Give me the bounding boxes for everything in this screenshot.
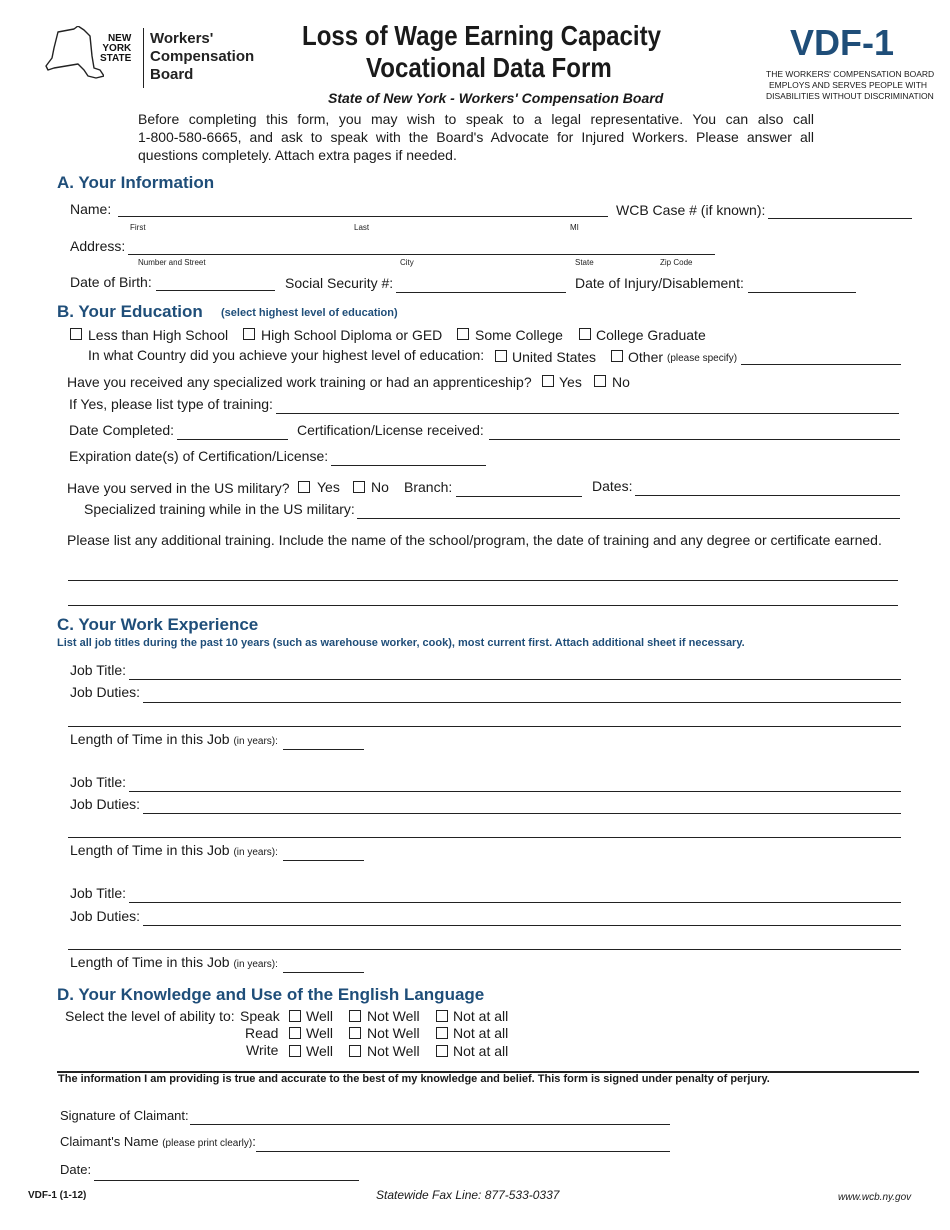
wcb-logo xyxy=(44,26,269,92)
state-caption: State xyxy=(575,258,594,267)
logo-divider xyxy=(143,28,144,88)
job1-duties-field-2[interactable] xyxy=(68,726,901,727)
military-training-field[interactable] xyxy=(357,518,900,519)
job2-duties-label: Job Duties: xyxy=(70,796,141,812)
high-school-checkbox[interactable] xyxy=(243,328,255,340)
job3-duties-label: Job Duties: xyxy=(70,908,141,924)
training-no-checkbox[interactable] xyxy=(594,375,606,387)
date-label: Date: xyxy=(60,1162,92,1177)
job3-length-label: Length of Time in this Job (in years): xyxy=(70,954,278,970)
certification-field[interactable] xyxy=(489,439,900,440)
branch-label: Branch: xyxy=(404,479,453,495)
training-no-label: No xyxy=(612,374,630,390)
read-not-at-all-checkbox[interactable] xyxy=(436,1027,448,1039)
united-states-label: United States xyxy=(512,349,597,365)
write-well-checkbox[interactable] xyxy=(289,1045,301,1057)
address-field[interactable] xyxy=(128,254,715,255)
less-than-high-school-checkbox[interactable] xyxy=(70,328,82,340)
training-question: Have you received any specialized work training or had an apprenticeship? xyxy=(67,374,532,390)
signature-label: Signature of Claimant: xyxy=(60,1108,189,1123)
job2-duties-field-2[interactable] xyxy=(68,837,901,838)
write-well-label: Well xyxy=(306,1043,333,1059)
form-title-line2: Vocational Data Form xyxy=(366,52,612,83)
write-not-at-all-checkbox[interactable] xyxy=(436,1045,448,1057)
first-caption: First xyxy=(130,223,146,232)
ssn-field[interactable] xyxy=(396,292,566,293)
job1-length-label: Length of Time in this Job (in years): xyxy=(70,731,278,747)
address-label: Address: xyxy=(70,238,126,254)
signature-date-field[interactable] xyxy=(94,1180,359,1181)
additional-training-field-1[interactable] xyxy=(68,580,898,581)
form-code: VDF-1 xyxy=(790,22,895,63)
country-question: In what Country did you achieve your highest level of education: xyxy=(88,347,485,363)
ssn-label: Social Security #: xyxy=(285,275,394,291)
dates-label: Dates: xyxy=(592,478,633,494)
job2-title-label: Job Title: xyxy=(70,774,127,790)
read-not-at-all-label: Not at all xyxy=(453,1025,509,1041)
zip-caption: Zip Code xyxy=(660,258,693,267)
training-yes-checkbox[interactable] xyxy=(542,375,554,387)
job2-title-field[interactable] xyxy=(129,791,901,792)
job3-duties-field-1[interactable] xyxy=(143,925,901,926)
section-d-heading: D. Your Knowledge and Use of the English Language xyxy=(57,985,485,1004)
read-not-well-label: Not Well xyxy=(367,1025,420,1041)
job1-duties-label: Job Duties: xyxy=(70,684,141,700)
other-country-label: Other xyxy=(628,349,664,365)
other-country-field[interactable] xyxy=(741,364,901,365)
footer-form-code: VDF-1 (1-12) xyxy=(28,1190,87,1201)
name-field[interactable] xyxy=(118,216,608,217)
job3-title-label: Job Title: xyxy=(70,885,127,901)
doi-field[interactable] xyxy=(748,292,856,293)
speak-label: Speak xyxy=(240,1008,280,1024)
speak-not-at-all-checkbox[interactable] xyxy=(436,1010,448,1022)
form-subtitle: State of New York - Workers' Compensation Board xyxy=(328,90,664,106)
speak-not-well-label: Not Well xyxy=(367,1008,420,1024)
united-states-checkbox[interactable] xyxy=(495,350,507,362)
military-question: Have you served in the US military? xyxy=(67,480,290,496)
read-label: Read xyxy=(245,1025,279,1041)
branch-field[interactable] xyxy=(456,496,582,497)
date-completed-label: Date Completed: xyxy=(69,422,175,438)
last-caption: Last xyxy=(354,223,370,232)
section-b-note: (select highest level of education) xyxy=(221,307,398,319)
job1-duties-field-1[interactable] xyxy=(143,702,901,703)
expiration-label: Expiration date(s) of Certification/License: xyxy=(69,448,329,464)
military-no-label: No xyxy=(371,479,389,495)
logo-state-text: NEW YORK STATE xyxy=(100,33,132,64)
college-graduate-checkbox[interactable] xyxy=(579,328,591,340)
write-not-at-all-label: Not at all xyxy=(453,1043,509,1059)
dob-field[interactable] xyxy=(156,290,275,291)
less-than-high-school-label: Less than High School xyxy=(88,327,229,343)
expiration-field[interactable] xyxy=(331,465,486,466)
speak-not-at-all-label: Not at all xyxy=(453,1008,509,1024)
speak-well-checkbox[interactable] xyxy=(289,1010,301,1022)
job2-length-field[interactable] xyxy=(283,860,364,861)
signature-field[interactable] xyxy=(190,1124,670,1125)
write-label: Write xyxy=(246,1042,279,1058)
footer-fax: Statewide Fax Line: 877-533-0337 xyxy=(376,1188,560,1202)
job1-title-label: Job Title: xyxy=(70,662,127,678)
military-yes-label: Yes xyxy=(317,479,340,495)
form-title-line1: Loss of Wage Earning Capacity xyxy=(302,20,662,51)
name-label: Name: xyxy=(70,201,112,217)
high-school-label: High School Diploma or GED xyxy=(261,327,443,343)
attestation-text: The information I am providing is true and accurate to the best of my knowledge and belief. This form is signed under penalty of perjury. xyxy=(58,1073,770,1085)
job3-length-field[interactable] xyxy=(283,972,364,973)
nondiscrimination-notice: THE WORKERS' COMPENSATION BOARD EMPLOYS AND SERVES PEOPLE WITH DISABILITIES WITHOUT DISCRIMINATION xyxy=(766,69,935,101)
write-not-well-checkbox[interactable] xyxy=(349,1045,361,1057)
read-not-well-checkbox[interactable] xyxy=(349,1027,361,1039)
speak-not-well-checkbox[interactable] xyxy=(349,1010,361,1022)
new-york-state-map-icon xyxy=(44,26,104,88)
other-country-checkbox[interactable] xyxy=(611,350,623,362)
intro-paragraph: Before completing this form, you may wish to speak to a legal representative. You can also call 1-800-580-6665, and ask to speak with the Board's Advocate for Injured Workers. Please answer all questions completely. Attach extra pages if needed. xyxy=(138,111,814,163)
section-b-heading: B. Your Education xyxy=(57,302,203,321)
city-caption: City xyxy=(400,258,414,267)
job3-title-field[interactable] xyxy=(129,902,901,903)
additional-training-label: Please list any additional training. Include the name of the school/program, the date of training and any degree or certificate earned. xyxy=(67,532,882,548)
other-country-note: (please specify) xyxy=(667,353,738,364)
street-caption: Number and Street xyxy=(138,258,206,267)
read-well-checkbox[interactable] xyxy=(289,1027,301,1039)
military-yes-checkbox[interactable] xyxy=(298,481,310,493)
training-yes-label: Yes xyxy=(559,374,582,390)
dob-label: Date of Birth: xyxy=(70,274,152,290)
job3-duties-field-2[interactable] xyxy=(68,949,901,950)
section-a-heading: A. Your Information xyxy=(57,173,215,192)
certification-label: Certification/License received: xyxy=(297,422,484,438)
military-training-label: Specialized training while in the US military: xyxy=(84,501,355,517)
date-completed-field[interactable] xyxy=(177,439,288,440)
wcb-case-field[interactable] xyxy=(768,218,912,219)
military-dates-field[interactable] xyxy=(635,495,900,496)
read-well-label: Well xyxy=(306,1025,333,1041)
additional-training-field-2[interactable] xyxy=(68,605,898,606)
some-college-checkbox[interactable] xyxy=(457,328,469,340)
mi-caption: MI xyxy=(570,223,579,232)
wcb-case-label: WCB Case # (if known): xyxy=(616,202,766,218)
job2-length-label: Length of Time in this Job (in years): xyxy=(70,842,278,858)
training-type-field[interactable] xyxy=(276,413,899,414)
english-prompt: Select the level of ability to: xyxy=(65,1008,235,1024)
college-graduate-label: College Graduate xyxy=(596,327,706,343)
job1-title-field[interactable] xyxy=(129,679,901,680)
job1-length-field[interactable] xyxy=(283,749,364,750)
logo-board-text: Workers' Compensation Board xyxy=(150,30,255,83)
write-not-well-label: Not Well xyxy=(367,1043,420,1059)
speak-well-label: Well xyxy=(306,1008,333,1024)
some-college-label: Some College xyxy=(475,327,563,343)
doi-label: Date of Injury/Disablement: xyxy=(575,275,744,291)
claimant-name-field[interactable] xyxy=(256,1151,670,1152)
military-no-checkbox[interactable] xyxy=(353,481,365,493)
section-c-instructions: List all job titles during the past 10 years (such as warehouse worker, cook), most current first. Attach additional sheet if necessary. xyxy=(57,637,745,649)
section-c-heading: C. Your Work Experience xyxy=(57,615,259,634)
footer-website: www.wcb.ny.gov xyxy=(838,1192,912,1203)
job2-duties-field-1[interactable] xyxy=(143,813,901,814)
claimant-name-label: Claimant's Name (please print clearly): xyxy=(60,1134,256,1149)
training-type-label: If Yes, please list type of training: xyxy=(69,396,273,412)
